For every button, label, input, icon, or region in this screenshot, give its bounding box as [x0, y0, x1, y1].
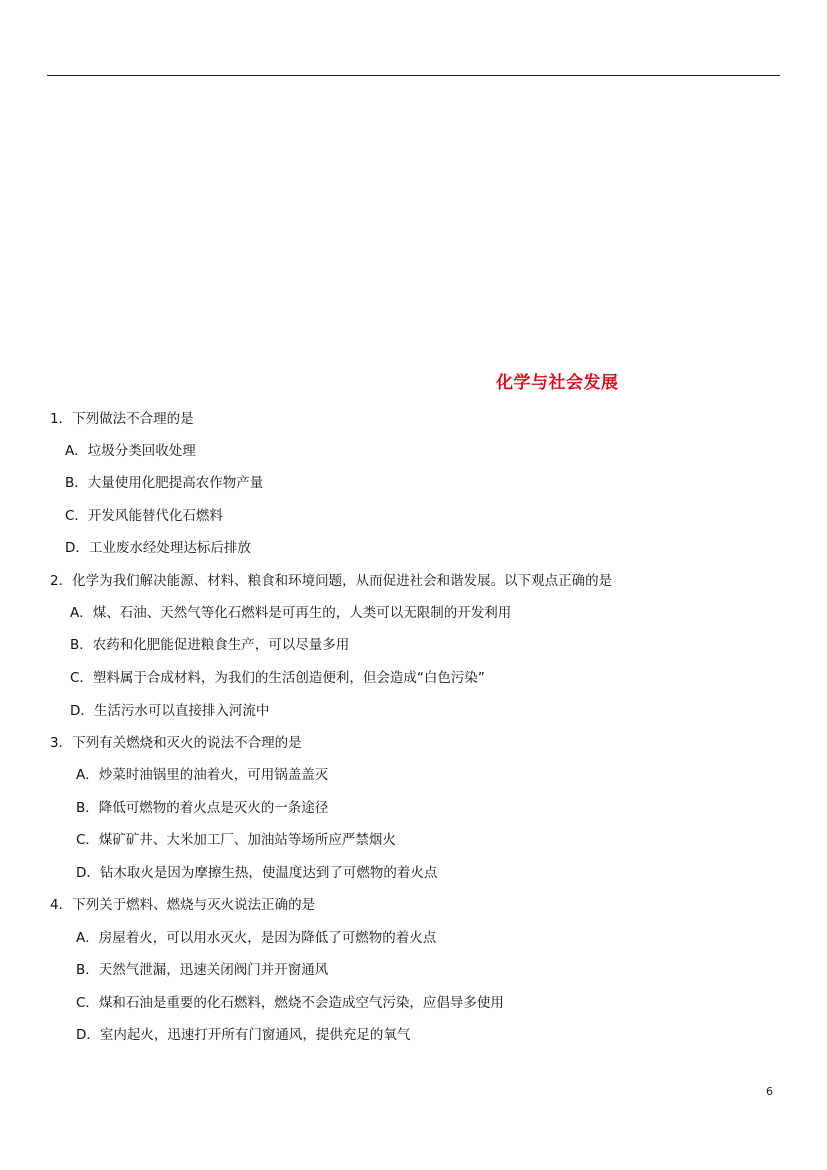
question-2-option-b: B．农药和化肥能促进粮食生产，可以尽量多用 — [70, 637, 350, 653]
question-3-stem: 3．下列有关燃烧和灭火的说法不合理的是 — [50, 735, 302, 751]
question-1-stem: 1．下列做法不合理的是 — [50, 411, 194, 427]
header-rule — [47, 75, 780, 76]
page-number: 6 — [766, 1085, 773, 1098]
question-3-option-c: C．煤矿矿井、大米加工厂、加油站等场所应严禁烟火 — [76, 832, 396, 848]
question-2-option-c: C．塑料属于合成材料，为我们的生活创造便利，但会造成“白色污染” — [70, 670, 485, 686]
question-1-option-b: B．大量使用化肥提高农作物产量 — [65, 475, 264, 491]
question-4-option-a: A．房屋着火，可以用水灭火，是因为降低了可燃物的着火点 — [76, 930, 437, 946]
question-1-option-d: D．工业废水经处理达标后排放 — [65, 540, 251, 556]
question-3-option-d: D．钻木取火是因为摩擦生热，使温度达到了可燃物的着火点 — [76, 865, 438, 881]
question-4-option-b: B．天然气泄漏，迅速关闭阀门并开窗通风 — [76, 962, 329, 978]
question-1-option-c: C．开发风能替代化石燃料 — [65, 508, 223, 524]
question-3-option-b: B．降低可燃物的着火点是灭火的一条途径 — [76, 800, 329, 816]
question-4-option-c: C．煤和石油是重要的化石燃料，燃烧不会造成空气污染，应倡导多使用 — [76, 995, 504, 1011]
question-3-option-a: A．炒菜时油锅里的油着火，可用锅盖盖灭 — [76, 767, 329, 783]
question-2-option-d: D．生活污水可以直接排入河流中 — [70, 703, 270, 719]
question-2-option-a: A．煤、石油、天然气等化石燃料是可再生的，人类可以无限制的开发利用 — [70, 605, 512, 621]
question-4-stem: 4．下列关于燃料、燃烧与灭火说法正确的是 — [50, 897, 316, 913]
question-2-stem: 2．化学为我们解决能源、材料、粮食和环境问题，从而促进社会和谐发展。以下观点正确的是 — [50, 573, 613, 589]
page-title: 化学与社会发展 — [496, 373, 619, 393]
question-4-option-d: D．室内起火，迅速打开所有门窗通风，提供充足的氧气 — [76, 1027, 411, 1043]
question-1-option-a: A．垃圾分类回收处理 — [65, 443, 196, 459]
